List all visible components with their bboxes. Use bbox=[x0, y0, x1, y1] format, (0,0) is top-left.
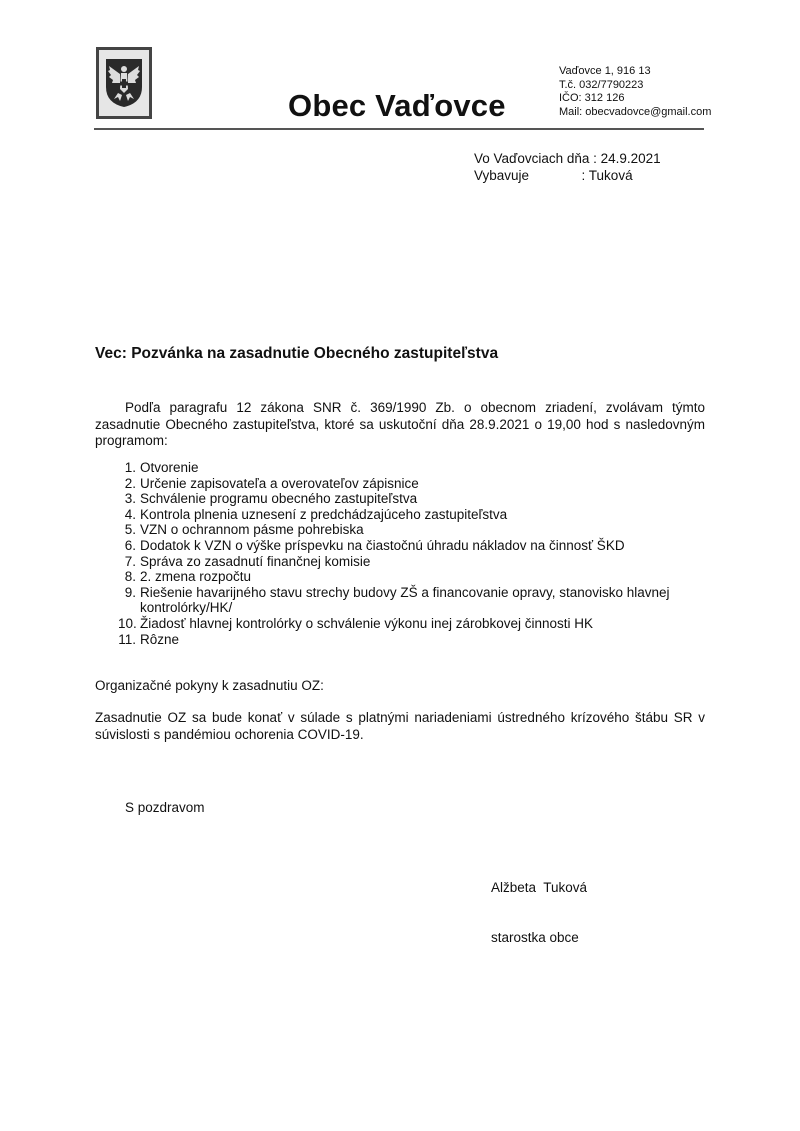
agenda-item-text: Správa zo zasadnutí finančnej komisie bbox=[140, 553, 371, 569]
coat-of-arms bbox=[96, 47, 152, 119]
contact-ico: IČO: 312 126 bbox=[559, 92, 625, 104]
agenda-item-number: 10. bbox=[118, 615, 137, 631]
intro-paragraph: Podľa paragrafu 12 zákona SNR č. 369/1990 Zb. o obecnom zriadení, zvolávam týmto zasadnutie Obecného zastupiteľstva, ktoré sa uskutoční dňa 28.9.2021 o 19,00 hod s nasledovným programom: bbox=[95, 400, 705, 448]
agenda-item-text: Riešenie havarijného stavu strechy budovy ZŠ a financovanie opravy, stanovisko hlavnej kontrolórky/HK/ bbox=[140, 584, 670, 616]
agenda-item bbox=[118, 585, 708, 616]
agenda-item bbox=[118, 491, 708, 507]
agenda-item-number: 6. bbox=[124, 537, 136, 553]
agenda-item bbox=[118, 522, 708, 538]
agenda-item-text: 2. zmena rozpočtu bbox=[140, 569, 252, 585]
date-block bbox=[474, 150, 661, 184]
agenda-item bbox=[118, 538, 708, 554]
agenda-item-number: 7. bbox=[124, 553, 136, 569]
agenda-item-number: 2. bbox=[124, 475, 136, 491]
municipality-title: Obec Vaďovce bbox=[288, 88, 506, 123]
agenda-item-text: Rôzne bbox=[140, 631, 180, 647]
agenda-item-text: Kontrola plnenia uznesení z predchádzajúceho zastupiteľstva bbox=[140, 506, 508, 522]
handled-by: Vybavuje : Tuková bbox=[474, 168, 633, 183]
signature-name: Alžbeta Tuková bbox=[491, 880, 588, 895]
agenda-item-text: Dodatok k VZN o výške príspevku na čiastočnú úhradu nákladov na činnosť ŠKD bbox=[140, 537, 625, 553]
agenda-list bbox=[118, 460, 708, 647]
agenda-item-text: Schválenie programu obecného zastupiteľstva bbox=[140, 491, 418, 507]
signature-block bbox=[491, 847, 587, 963]
agenda-item bbox=[118, 507, 708, 523]
contact-email: Mail: obecvadovce@gmail.com bbox=[559, 105, 712, 118]
agenda-item-number: 5. bbox=[124, 522, 136, 538]
agenda-item-number: 8. bbox=[124, 569, 136, 585]
contact-block bbox=[559, 65, 711, 119]
agenda-item-number: 9. bbox=[124, 584, 136, 600]
contact-address: Vaďovce 1, 916 13 bbox=[559, 65, 651, 77]
greeting: S pozdravom bbox=[125, 800, 205, 815]
signature-role: starostka obce bbox=[491, 929, 579, 945]
place-date: Vo Vaďovciach dňa : 24.9.2021 bbox=[474, 151, 661, 166]
agenda-item-number: 4. bbox=[124, 506, 136, 522]
subject-line: Vec: Pozvánka na zasadnutie Obecného zastupiteľstva bbox=[95, 345, 499, 362]
agenda-item-number: 3. bbox=[124, 491, 136, 507]
agenda-item-text: Určenie zapisovateľa a overovateľov zápisnice bbox=[140, 475, 419, 491]
agenda-item bbox=[118, 616, 708, 632]
agenda-item bbox=[118, 569, 708, 585]
agenda-item bbox=[118, 476, 708, 492]
coat-of-arms-eagle-icon bbox=[104, 55, 144, 111]
org-instructions-heading: Organizačné pokyny k zasadnutiu OZ: bbox=[95, 678, 324, 693]
agenda-item-number: 11. bbox=[118, 631, 136, 647]
contact-phone: T.č. 032/7790223 bbox=[559, 78, 644, 91]
agenda-item bbox=[118, 554, 708, 570]
agenda-item bbox=[118, 632, 708, 648]
agenda-item-text: Žiadosť hlavnej kontrolórky o schválenie výkonu inej zárobkovej činnosti HK bbox=[140, 615, 594, 631]
org-instructions-text: Zasadnutie OZ sa bude konať v súlade s platnými nariadeniami ústredného krízového štábu SR v súvislosti s pandémiou ochorenia COVID-19. bbox=[95, 710, 705, 742]
agenda-item bbox=[118, 460, 708, 476]
header-divider bbox=[94, 128, 704, 130]
agenda-item-number: 1. bbox=[124, 460, 136, 475]
agenda-item-text: VZN o ochrannom pásme pohrebiska bbox=[140, 522, 364, 538]
agenda-item-text: Otvorenie bbox=[140, 460, 199, 475]
